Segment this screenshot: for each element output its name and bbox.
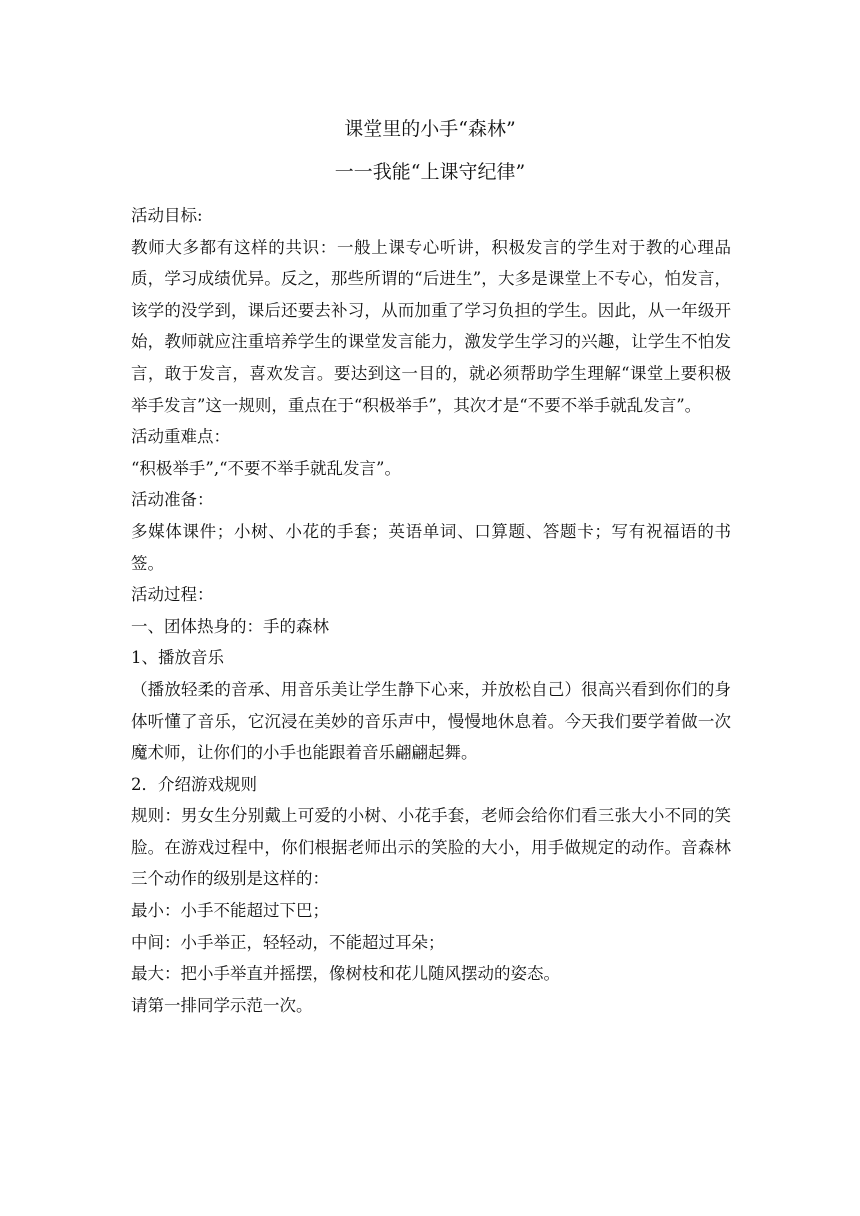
section-warmup: 一、团体热身的：手的森林 <box>131 616 329 636</box>
step-game-rules: 2．介绍游戏规则 <box>131 774 257 794</box>
paragraph-key-points: “积极举手”,“不要不举手就乱发言”。 <box>131 458 401 478</box>
heading-process: 活动过程： <box>131 585 214 605</box>
document-body <box>131 200 748 1021</box>
paragraph-music: （播放轻柔的音承、用音乐美让学生静下心来，并放松自己）很高兴看到你们的身体听懂了音乐，它沉浸在美妙的音乐声中，慢慢地休息着。今天我们要学着做一次魔术师，让你们的小手也能跟着音乐翩翩起舞。 <box>131 679 731 763</box>
document-subtitle: 一一我能“上课守纪律” <box>334 161 526 183</box>
heading-preparation: 活动准备： <box>131 490 214 510</box>
rule-largest: 最大：把小手举直并摇摆，像树枝和花儿随风摆动的姿态。 <box>131 964 560 984</box>
rule-smallest: 最小：小手不能超过下巴； <box>131 901 329 921</box>
document-title: 课堂里的小手“森林” <box>344 118 516 140</box>
paragraph-rules: 规则：男女生分别戴上可爱的小树、小花手套，老师会给你们看三张大小不同的笑脸。在游戏过程中，你们根据老师出示的笑脸的大小，用手做规定的动作。音森林 三个动作的级别是这样的： <box>131 806 748 889</box>
paragraph-demo: 请第一排同学示范一次。 <box>131 995 313 1015</box>
heading-activity-goal: 活动目标: <box>131 206 203 225</box>
paragraph-goal-text: 教师大多都有这样的共识：一般上课专心听讲，积极发言的学生对于教的心理品质，学习成绩优异。反之，那些所谓的“后进生”，大多是课堂上不专心，怕发言，该学的没学到，课后还要去补习，从而加重了学习负担的学生。因此，从一年级开始，教师就应注重培养学生的课堂发言能力，激发学生学习的兴趣，让学生不怕发言，敢于发言，喜欢发言。要达到这一目的，就必须帮助学生理解“课堂上要积极举手发言”这一规则，重点在于“积极举手”，其次才是“不要不举手就乱发言”。 <box>131 237 731 415</box>
paragraph-preparation: 多媒体课件；小树、小花的手套；英语单词、口算题、答题卡；写有祝福语的书签。 <box>131 521 731 573</box>
heading-key-points: 活动重难点： <box>131 427 230 447</box>
rule-middle: 中间：小手举正，轻轻动，不能超过耳朵； <box>131 932 445 952</box>
step-play-music: 1、播放音乐 <box>131 648 224 668</box>
